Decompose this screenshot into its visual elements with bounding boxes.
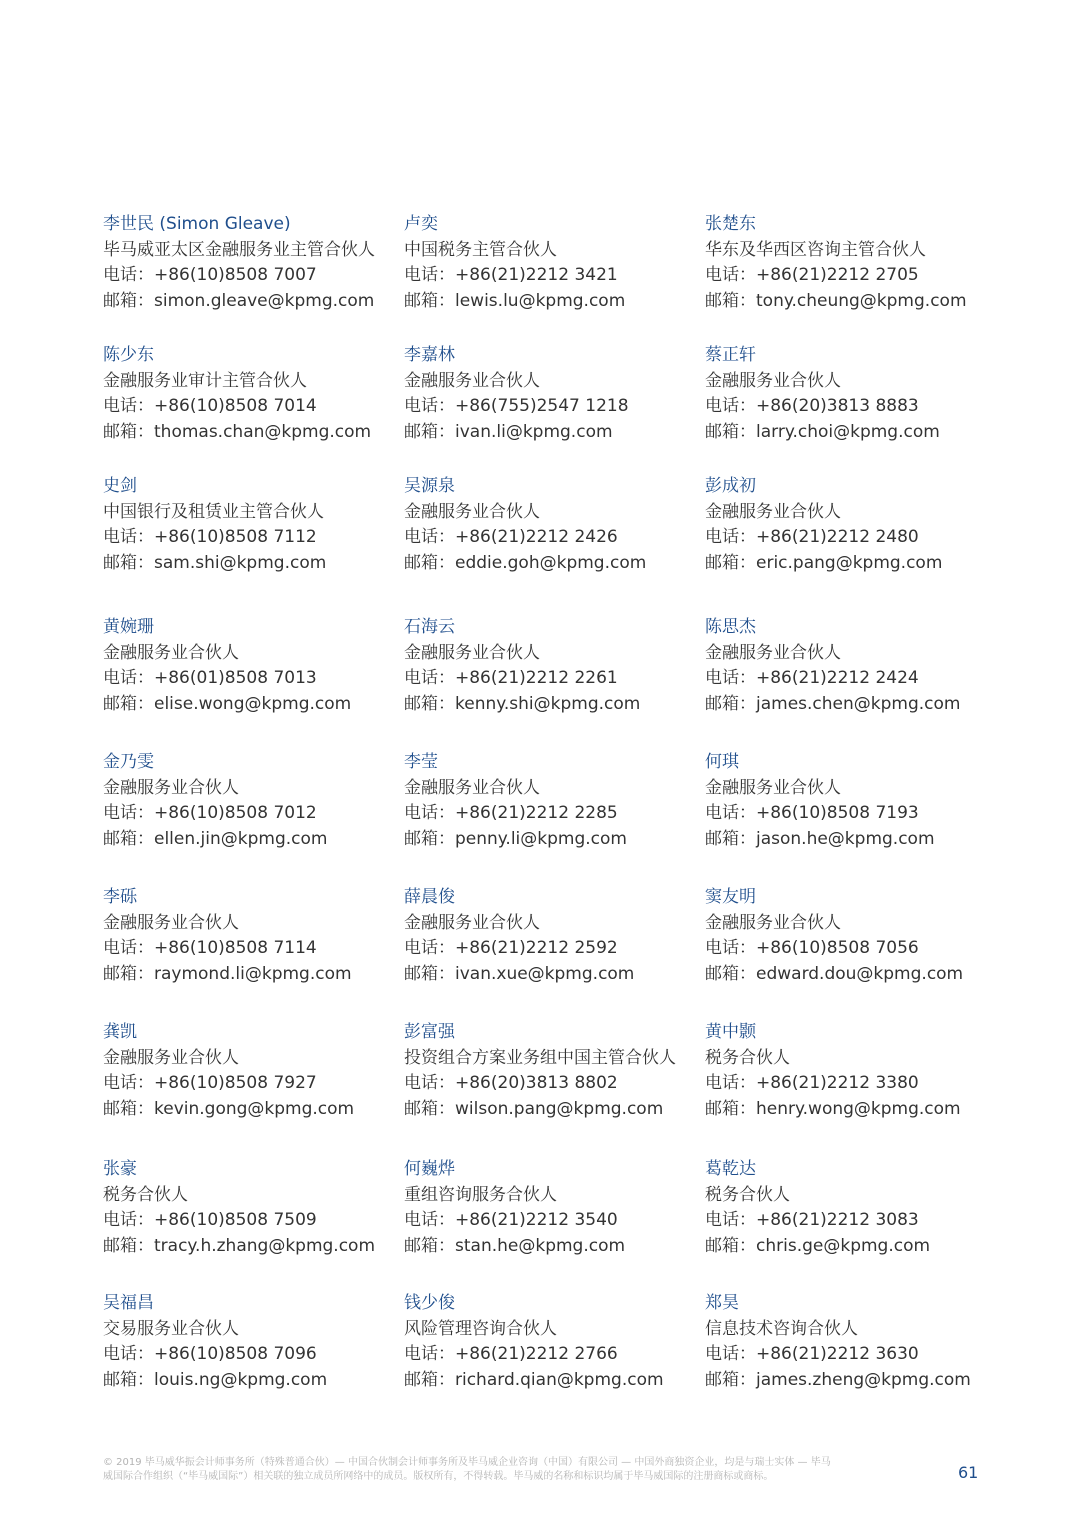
- contact-phone: 电话：+86(10)8508 7096: [103, 1344, 317, 1364]
- contact-email: 邮箱：ivan.xue@kpmg.com: [404, 963, 635, 984]
- page-number: 61: [958, 1463, 979, 1482]
- contact-title: 金融服务业合伙人: [705, 777, 841, 798]
- contact-card: [103, 750, 403, 852]
- contact-email: 邮箱：raymond.li@kpmg.com: [103, 963, 352, 984]
- contact-email: 邮箱：ellen.jin@kpmg.com: [103, 828, 328, 849]
- contact-title: 金融服务业合伙人: [404, 370, 540, 391]
- contact-card: [705, 750, 1005, 852]
- contact-email: 邮箱：simon.gleave@kpmg.com: [103, 290, 375, 311]
- contact-row: [103, 1157, 963, 1277]
- contact-email: 邮箱：tony.cheung@kpmg.com: [705, 290, 967, 311]
- contact-title: 交易服务业合伙人: [103, 1318, 239, 1339]
- contact-phone: 电话：+86(21)2212 2705: [705, 265, 919, 285]
- contact-email: 邮箱：eddie.goh@kpmg.com: [404, 552, 647, 573]
- contact-phone: 电话：+86(21)2212 3630: [705, 1344, 919, 1364]
- contact-email: 邮箱：tracy.h.zhang@kpmg.com: [103, 1235, 376, 1256]
- contact-phone: 电话：+86(10)8508 7014: [103, 396, 317, 416]
- contact-name: 薛晨俊: [404, 887, 455, 907]
- contact-email: 邮箱：larry.choi@kpmg.com: [705, 421, 940, 442]
- contact-row: [103, 615, 963, 735]
- contact-card: [404, 474, 704, 576]
- contact-phone: 电话：+86(21)2212 2285: [404, 803, 618, 823]
- contact-phone: 电话：+86(20)3813 8802: [404, 1073, 618, 1093]
- contact-card: [404, 750, 704, 852]
- contact-phone: 电话：+86(10)8508 7193: [705, 803, 919, 823]
- contact-title: 金融服务业合伙人: [404, 501, 540, 522]
- contact-card: [404, 343, 704, 445]
- contact-card: [404, 1157, 704, 1259]
- contact-name: 李砾: [103, 887, 137, 907]
- contact-phone: 电话：+86(01)8508 7013: [103, 668, 317, 688]
- contact-title: 风险管理咨询合伙人: [404, 1318, 557, 1339]
- contact-card: [705, 885, 1005, 987]
- contact-title: 中国银行及租赁业主管合伙人: [103, 501, 324, 522]
- contact-title: 中国税务主管合伙人: [404, 239, 557, 260]
- contact-phone: 电话：+86(10)8508 7012: [103, 803, 317, 823]
- contact-email: 邮箱：stan.he@kpmg.com: [404, 1235, 626, 1256]
- contact-card: [404, 1020, 704, 1122]
- contact-title: 重组咨询服务合伙人: [404, 1184, 557, 1205]
- contact-name: 张豪: [103, 1159, 137, 1179]
- contact-title: 税务合伙人: [103, 1184, 188, 1205]
- contact-name: 陈思杰: [705, 617, 756, 637]
- contact-email: 邮箱：elise.wong@kpmg.com: [103, 693, 352, 714]
- contact-title: 金融服务业合伙人: [103, 912, 239, 933]
- contact-phone: 电话：+86(21)2212 2424: [705, 668, 919, 688]
- contact-title: 金融服务业合伙人: [103, 1047, 239, 1068]
- contact-row: [103, 474, 963, 594]
- contact-name: 蔡正轩: [705, 345, 756, 365]
- contact-phone: 电话：+86(10)8508 7509: [103, 1210, 317, 1230]
- contact-name: 李莹: [404, 752, 438, 772]
- contact-title: 投资组合方案业务组中国主管合伙人: [404, 1047, 676, 1068]
- contact-phone: 电话：+86(755)2547 1218: [404, 396, 629, 416]
- contact-card: [705, 615, 1005, 717]
- contact-phone: 电话：+86(21)2212 3540: [404, 1210, 618, 1230]
- contact-phone: 电话：+86(21)2212 3421: [404, 265, 618, 285]
- contact-name: 金乃雯: [103, 752, 154, 772]
- contact-name: 吴源泉: [404, 476, 455, 496]
- contact-name: 陈少东: [103, 345, 154, 365]
- contact-card: [103, 343, 403, 445]
- contact-name: 黄婉珊: [103, 617, 154, 637]
- contact-phone: 电话：+86(21)2212 3380: [705, 1073, 919, 1093]
- contact-phone: 电话：+86(10)8508 7114: [103, 938, 317, 958]
- contact-name: 李世民 (Simon Gleave): [103, 214, 291, 234]
- contact-email: 邮箱：james.zheng@kpmg.com: [705, 1369, 971, 1390]
- contact-phone: 电话：+86(10)8508 7056: [705, 938, 919, 958]
- contact-card: [103, 474, 403, 576]
- contact-row: [103, 750, 963, 870]
- contact-email: 邮箱：louis.ng@kpmg.com: [103, 1369, 328, 1390]
- contact-row: [103, 1291, 971, 1411]
- contact-title: 金融服务业合伙人: [404, 912, 540, 933]
- contact-card: [103, 1291, 403, 1393]
- contact-phone: 电话：+86(21)2212 2480: [705, 527, 919, 547]
- contact-email: 邮箱：chris.ge@kpmg.com: [705, 1235, 931, 1256]
- contact-name: 葛乾达: [705, 1159, 756, 1179]
- contact-title: 金融服务业合伙人: [705, 642, 841, 663]
- contact-title: 税务合伙人: [705, 1184, 790, 1205]
- footer-legal-text: © 2019 毕马威华振会计师事务所（特殊普通合伙）— 中国合伙制会计师事务所及毕马威企业咨询（中国）有限公司 — 中国外商独资企业，均是与瑞士实体 — 毕马威国际合作组织（“毕马威国际”）相关联的独立成员所网络中的成员。版权所有，不得转载。毕马威的名称和标识均属于毕马威国际的注册商标或商标。: [103, 1457, 831, 1482]
- contact-card: [103, 1157, 403, 1259]
- contact-phone: 电话：+86(21)2212 2592: [404, 938, 618, 958]
- contact-card: [705, 343, 1005, 445]
- contact-phone: 电话：+86(21)2212 2426: [404, 527, 618, 547]
- contact-title: 金融服务业合伙人: [404, 642, 540, 663]
- contact-row: [103, 212, 967, 332]
- contact-email: 邮箱：sam.shi@kpmg.com: [103, 552, 327, 573]
- contact-phone: 电话：+86(10)8508 7927: [103, 1073, 317, 1093]
- contact-card: [404, 885, 704, 987]
- contact-email: 邮箱：richard.qian@kpmg.com: [404, 1369, 664, 1390]
- contact-email: 邮箱：kenny.shi@kpmg.com: [404, 693, 641, 714]
- contact-card: [705, 1157, 1005, 1259]
- contact-title: 华东及华西区咨询主管合伙人: [705, 239, 926, 260]
- contact-name: 彭成初: [705, 476, 756, 496]
- contact-title: 金融服务业合伙人: [103, 642, 239, 663]
- contact-email: 邮箱：eric.pang@kpmg.com: [705, 552, 943, 573]
- contact-name: 彭富强: [404, 1022, 455, 1042]
- contact-card: [705, 474, 1005, 576]
- contact-card: [705, 1291, 1005, 1393]
- contact-name: 窦友明: [705, 887, 756, 907]
- contact-title: 信息技术咨询合伙人: [705, 1318, 858, 1339]
- contact-phone: 电话：+86(10)8508 7112: [103, 527, 317, 547]
- contact-title: 税务合伙人: [705, 1047, 790, 1068]
- contact-name: 史剑: [103, 476, 137, 496]
- contact-name: 龚凯: [103, 1022, 137, 1042]
- contact-email: 邮箱：henry.wong@kpmg.com: [705, 1098, 961, 1119]
- contact-title: 金融服务业合伙人: [705, 370, 841, 391]
- contact-card: [404, 1291, 704, 1393]
- contact-email: 邮箱：edward.dou@kpmg.com: [705, 963, 964, 984]
- contact-card: [404, 212, 704, 314]
- contact-row: [103, 885, 963, 1005]
- contact-phone: 电话：+86(10)8508 7007: [103, 265, 317, 285]
- contact-card: [103, 212, 403, 314]
- contact-card: [705, 212, 1005, 314]
- contact-phone: 电话：+86(21)2212 2766: [404, 1344, 618, 1364]
- contact-title: 金融服务业合伙人: [103, 777, 239, 798]
- contact-card: [705, 1020, 1005, 1122]
- contact-title: 金融服务业合伙人: [404, 777, 540, 798]
- contact-card: [103, 615, 403, 717]
- contact-phone: 电话：+86(21)2212 2261: [404, 668, 618, 688]
- contact-name: 钱少俊: [404, 1293, 455, 1313]
- contact-email: 邮箱：ivan.li@kpmg.com: [404, 421, 613, 442]
- contact-name: 石海云: [404, 617, 455, 637]
- contact-email: 邮箱：lewis.lu@kpmg.com: [404, 290, 626, 311]
- contact-title: 毕马威亚太区金融服务业主管合伙人: [103, 239, 375, 260]
- contact-email: 邮箱：thomas.chan@kpmg.com: [103, 421, 372, 442]
- contact-card: [103, 885, 403, 987]
- contact-email: 邮箱：wilson.pang@kpmg.com: [404, 1098, 664, 1119]
- contact-name: 李嘉林: [404, 345, 455, 365]
- contact-name: 郑昊: [705, 1293, 739, 1313]
- contact-title: 金融服务业合伙人: [705, 912, 841, 933]
- contact-name: 何琪: [705, 752, 739, 772]
- contact-title: 金融服务业审计主管合伙人: [103, 370, 307, 391]
- contact-name: 吴福昌: [103, 1293, 154, 1313]
- contact-email: 邮箱：jason.he@kpmg.com: [705, 828, 935, 849]
- contact-card: [404, 615, 704, 717]
- contact-email: 邮箱：james.chen@kpmg.com: [705, 693, 961, 714]
- contact-name: 黄中颢: [705, 1022, 756, 1042]
- contact-phone: 电话：+86(20)3813 8883: [705, 396, 919, 416]
- contact-name: 卢奕: [404, 214, 438, 234]
- contact-phone: 电话：+86(21)2212 3083: [705, 1210, 919, 1230]
- contact-card: [103, 1020, 403, 1122]
- contact-name: 何巍烨: [404, 1159, 455, 1179]
- contact-row: [103, 343, 963, 463]
- contact-name: 张楚东: [705, 214, 756, 234]
- contact-row: [103, 1020, 963, 1140]
- contact-email: 邮箱：kevin.gong@kpmg.com: [103, 1098, 355, 1119]
- contact-title: 金融服务业合伙人: [705, 501, 841, 522]
- contact-email: 邮箱：penny.li@kpmg.com: [404, 828, 627, 849]
